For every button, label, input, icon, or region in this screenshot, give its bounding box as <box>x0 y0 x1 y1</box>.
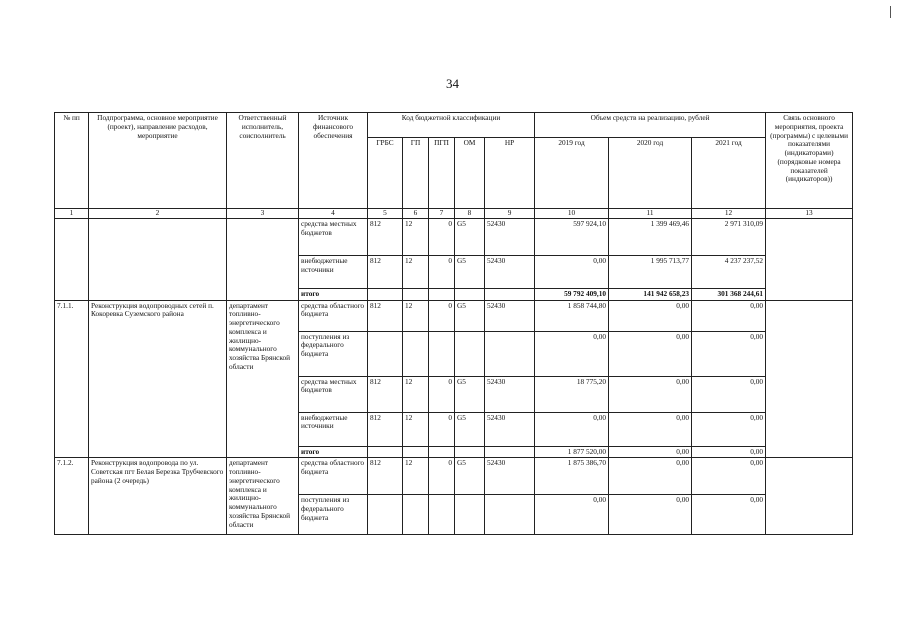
cell-empty <box>485 288 535 300</box>
pgp-cell: 0 <box>429 255 455 288</box>
cell-empty <box>455 288 485 300</box>
y2020-cell: 0,00 <box>609 458 692 495</box>
item-responsible: департамент топливно-энергетического комплекса и жилищно-коммунального хозяйства Брянской области <box>227 458 299 535</box>
y2020-cell: 0,00 <box>609 412 692 446</box>
cell-empty <box>403 446 429 458</box>
source-cell: средства областного бюджета <box>299 300 368 331</box>
y2019-total: 59 792 409,10 <box>535 288 609 300</box>
om-cell: G5 <box>455 300 485 331</box>
y2021-cell: 0,00 <box>692 458 766 495</box>
col-program-header: Подпрограмма, основное мероприятие (проект), направление расходов, мероприятие <box>89 113 227 209</box>
budget-table <box>54 112 853 535</box>
grbs-cell: 812 <box>368 458 403 495</box>
np-cell: 52430 <box>485 458 535 495</box>
grbs-cell: 812 <box>368 300 403 331</box>
table-row <box>55 218 853 255</box>
np-cell: 52430 <box>485 412 535 446</box>
gp-cell: 12 <box>403 376 429 412</box>
col-responsible-header: Ответственный исполнитель, соисполнитель <box>227 113 299 209</box>
y2021-cell: 0,00 <box>692 412 766 446</box>
y2020-cell: 1 995 713,77 <box>609 255 692 288</box>
grbs-cell: 812 <box>368 376 403 412</box>
np-cell: 52430 <box>485 376 535 412</box>
source-cell: внебюджетные источники <box>299 255 368 288</box>
sub-grbs: ГРБС <box>368 138 403 209</box>
y2019-cell: 1 875 386,70 <box>535 458 609 495</box>
om-cell: G5 <box>455 255 485 288</box>
cell-empty <box>485 495 535 535</box>
cell-empty <box>403 288 429 300</box>
sub-np: НР <box>485 138 535 209</box>
grbs-cell: 812 <box>368 218 403 255</box>
gp-cell: 12 <box>403 255 429 288</box>
source-cell: внебюджетные источники <box>299 412 368 446</box>
source-cell: поступления из федерального бюджета <box>299 495 368 535</box>
y2019-cell: 0,00 <box>535 412 609 446</box>
source-cell: поступления из федерального бюджета <box>299 331 368 376</box>
link-cell <box>766 300 853 458</box>
cell-empty <box>89 218 227 300</box>
cell-empty <box>429 288 455 300</box>
page-number: 34 <box>446 76 459 91</box>
link-cell <box>766 458 853 535</box>
col-index: 3 <box>227 209 299 219</box>
total-label: итого <box>299 446 368 458</box>
cell-empty <box>455 495 485 535</box>
pgp-cell: 0 <box>429 376 455 412</box>
col-volume-header: Объем средств на реализацию, рублей <box>535 113 766 138</box>
source-cell: средства областного бюджета <box>299 458 368 495</box>
col-link-header: Связь основного мероприятия, проекта (программы) с целевыми показателями (индикаторами) (порядковые номера показателей (индикаторов)) <box>766 113 853 209</box>
y2019-cell: 18 775,20 <box>535 376 609 412</box>
cell-empty <box>368 495 403 535</box>
y2021-cell: 4 237 237,52 <box>692 255 766 288</box>
sub-pgp: ПГП <box>429 138 455 209</box>
y2021-cell: 0,00 <box>692 376 766 412</box>
y2020-cell: 1 399 469,46 <box>609 218 692 255</box>
pgp-cell: 0 <box>429 458 455 495</box>
pgp-cell: 0 <box>429 412 455 446</box>
cell-empty <box>368 288 403 300</box>
y2020-total: 0,00 <box>609 446 692 458</box>
cell-empty <box>485 446 535 458</box>
y2019-cell: 597 924,10 <box>535 218 609 255</box>
np-cell: 52430 <box>485 255 535 288</box>
y2021-total: 0,00 <box>692 446 766 458</box>
y2019-cell: 0,00 <box>535 331 609 376</box>
y2020-cell: 0,00 <box>609 300 692 331</box>
link-cell <box>766 218 853 300</box>
y2020-cell: 0,00 <box>609 495 692 535</box>
year-2020: 2020 год <box>609 138 692 209</box>
pgp-cell: 0 <box>429 300 455 331</box>
table-row <box>55 300 853 331</box>
y2021-cell: 0,00 <box>692 495 766 535</box>
col-index: 12 <box>692 209 766 219</box>
col-index: 4 <box>299 209 368 219</box>
item-name: Реконструкция водопроводных сетей п. Кокоревка Суземского района <box>89 300 227 458</box>
col-index: 7 <box>429 209 455 219</box>
cell-empty <box>403 331 429 376</box>
column-index-row <box>55 209 853 219</box>
y2019-cell: 0,00 <box>535 495 609 535</box>
col-index: 11 <box>609 209 692 219</box>
source-cell: средства местных бюджетов <box>299 218 368 255</box>
budget-table-wrapper <box>54 112 853 535</box>
total-label: итого <box>299 288 368 300</box>
cell-empty <box>227 218 299 300</box>
grbs-cell: 812 <box>368 255 403 288</box>
y2021-cell: 0,00 <box>692 331 766 376</box>
y2020-cell: 0,00 <box>609 331 692 376</box>
col-index: 5 <box>368 209 403 219</box>
cell-empty <box>429 495 455 535</box>
cell-empty <box>368 331 403 376</box>
y2021-cell: 0,00 <box>692 300 766 331</box>
scan-edge-mark <box>890 6 891 18</box>
pgp-cell: 0 <box>429 218 455 255</box>
cell-empty <box>429 331 455 376</box>
item-number: 7.1.2. <box>55 458 89 535</box>
cell-empty <box>485 331 535 376</box>
table-row <box>55 458 853 495</box>
y2019-total: 1 877 520,00 <box>535 446 609 458</box>
cell-empty <box>55 218 89 300</box>
col-no-header: № пп <box>55 113 89 209</box>
np-cell: 52430 <box>485 218 535 255</box>
col-index: 6 <box>403 209 429 219</box>
y2021-total: 301 368 244,61 <box>692 288 766 300</box>
col-source-header: Источник финансового обеспечения <box>299 113 368 209</box>
cell-empty <box>368 446 403 458</box>
cell-empty <box>429 446 455 458</box>
col-index: 1 <box>55 209 89 219</box>
cell-empty <box>455 331 485 376</box>
om-cell: G5 <box>455 376 485 412</box>
item-responsible: департамент топливно-энергетического комплекса и жилищно-коммунального хозяйства Брянской области <box>227 300 299 458</box>
sub-om: ОМ <box>455 138 485 209</box>
om-cell: G5 <box>455 218 485 255</box>
y2019-cell: 1 858 744,80 <box>535 300 609 331</box>
gp-cell: 12 <box>403 412 429 446</box>
col-index: 13 <box>766 209 853 219</box>
y2020-cell: 0,00 <box>609 376 692 412</box>
y2021-cell: 2 971 310,09 <box>692 218 766 255</box>
year-2021: 2021 год <box>692 138 766 209</box>
item-number: 7.1.1. <box>55 300 89 458</box>
y2019-cell: 0,00 <box>535 255 609 288</box>
col-budget-code-header: Код бюджетной классификации <box>368 113 535 138</box>
col-index: 2 <box>89 209 227 219</box>
sub-gp: ГП <box>403 138 429 209</box>
col-index: 8 <box>455 209 485 219</box>
gp-cell: 12 <box>403 458 429 495</box>
col-index: 9 <box>485 209 535 219</box>
cell-empty <box>403 495 429 535</box>
header-row <box>55 113 853 138</box>
np-cell: 52430 <box>485 300 535 331</box>
item-name: Реконструкция водопровода по ул. Советская пгт Белая Березка Трубчевского района (2 очередь) <box>89 458 227 535</box>
y2020-total: 141 942 658,23 <box>609 288 692 300</box>
gp-cell: 12 <box>403 218 429 255</box>
cell-empty <box>455 446 485 458</box>
om-cell: G5 <box>455 412 485 446</box>
grbs-cell: 812 <box>368 412 403 446</box>
year-2019: 2019 год <box>535 138 609 209</box>
col-index: 10 <box>535 209 609 219</box>
gp-cell: 12 <box>403 300 429 331</box>
om-cell: G5 <box>455 458 485 495</box>
source-cell: средства местных бюджетов <box>299 376 368 412</box>
